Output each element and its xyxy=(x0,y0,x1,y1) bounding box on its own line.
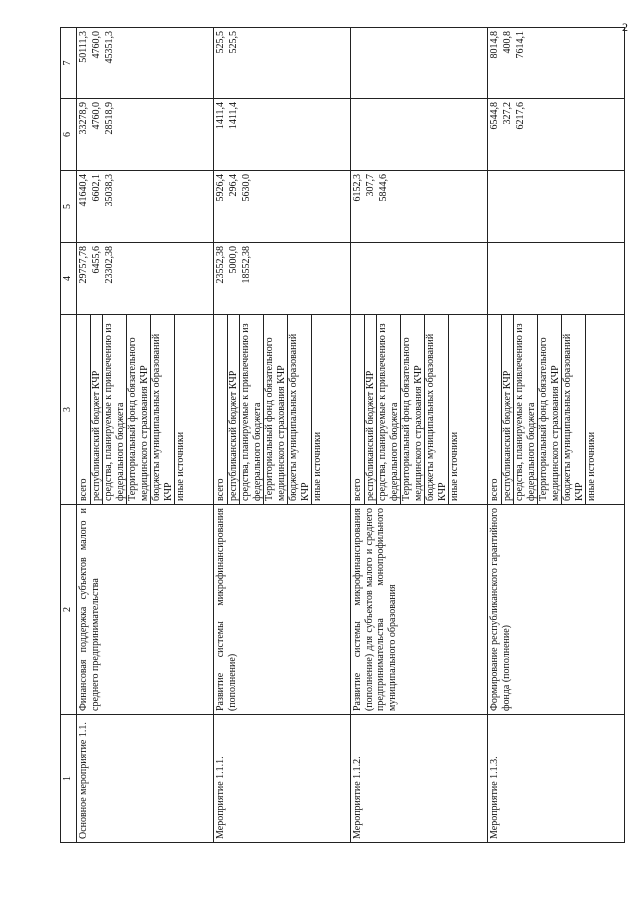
value-cell xyxy=(351,28,488,99)
amount-value: 1411,4 xyxy=(228,102,239,130)
amount-value xyxy=(502,174,515,239)
amount-value: 525,5 xyxy=(215,31,226,54)
amount-value: 5630,0 xyxy=(241,174,252,202)
funding-source-label: иные источники xyxy=(585,315,598,504)
funding-source-label: республиканский бюджет КЧР xyxy=(501,315,514,504)
funding-source-label: всего xyxy=(78,478,89,501)
amount-value: 5844,6 xyxy=(378,174,389,202)
header-cell: 6 xyxy=(61,99,77,171)
value-cell xyxy=(351,99,488,171)
amount-value: 41640,4 xyxy=(78,174,89,207)
funding-source-label: всего xyxy=(215,478,226,501)
amount-value xyxy=(378,31,391,95)
funding-source-label: всего xyxy=(352,478,363,501)
header-cell: 7 xyxy=(61,28,77,99)
funding-source-label: средства, планируемые к привлечению из федерального бюджета xyxy=(513,315,537,504)
funding-source-label: Территориальный фонд обязательного медицинского страхования КЧР xyxy=(400,315,424,504)
amount-value: 6544,8 xyxy=(489,102,500,130)
amount-value: 33278,9 xyxy=(78,102,89,135)
value-cell xyxy=(488,243,625,315)
amount-value xyxy=(352,102,365,167)
value-cell xyxy=(351,171,488,243)
amount-value: 6602,1 xyxy=(91,174,102,202)
header-cell: 4 xyxy=(61,243,77,315)
funding-source-label: республиканский бюджет КЧР xyxy=(227,315,240,504)
funding-source-label: Территориальный фонд обязательного медицинского страхования КЧР xyxy=(537,315,561,504)
item-code-cell: Мероприятие 1.1.1. xyxy=(214,715,351,843)
table-row xyxy=(488,28,625,843)
amount-value: 50111,3 xyxy=(78,31,89,63)
funding-source-label: бюджеты муниципальных образований КЧР xyxy=(150,315,174,504)
funding-source-label: средства, планируемые к привлечению из федерального бюджета xyxy=(102,315,126,504)
item-title-cell: Финансовая поддержка субъектов малого и среднего предпринимательства xyxy=(77,505,214,715)
item-title-cell: Развитие системы микрофинансирования (пополнение) для субъектов малого и среднего предпринимательства монопрофильного муниципального образования xyxy=(351,505,488,715)
value-cell xyxy=(214,99,351,171)
funding-source-label: средства, планируемые к привлечению из федерального бюджета xyxy=(376,315,400,504)
budget-table-sheet xyxy=(60,28,635,843)
amount-value xyxy=(515,246,528,311)
amount-value: 4760,0 xyxy=(91,31,102,59)
amount-value: 23302,38 xyxy=(104,246,115,284)
amount-value: 525,5 xyxy=(228,31,239,54)
funding-source-label: всего xyxy=(489,478,500,501)
rotated-page xyxy=(60,28,635,843)
item-code-cell: Основное мероприятие 1.1. xyxy=(77,715,214,843)
table-row xyxy=(351,28,488,843)
value-cell xyxy=(77,171,214,243)
amount-value: 6217,6 xyxy=(515,102,526,130)
table-row xyxy=(214,28,351,843)
amount-value xyxy=(241,31,254,95)
page-number: 2 xyxy=(622,20,628,34)
amount-value xyxy=(515,174,528,239)
funding-sources-cell xyxy=(351,315,488,505)
amount-value xyxy=(241,102,254,167)
amount-value: 1411,4 xyxy=(215,102,226,130)
funding-source-label: бюджеты муниципальных образований КЧР xyxy=(561,315,585,504)
item-title-cell: Развитие системы микрофинансирования (пополнение) xyxy=(214,505,351,715)
funding-source-label: республиканский бюджет КЧР xyxy=(90,315,103,504)
header-cell: 3 xyxy=(61,315,77,505)
amount-value xyxy=(352,246,365,311)
amount-value xyxy=(489,246,502,311)
amount-value: 4760,0 xyxy=(91,102,102,130)
value-cell xyxy=(351,243,488,315)
funding-source-label: республиканский бюджет КЧР xyxy=(364,315,377,504)
amount-value: 23552,38 xyxy=(215,246,226,284)
value-cell xyxy=(214,171,351,243)
value-cell xyxy=(214,243,351,315)
header-cell: 5 xyxy=(61,171,77,243)
amount-value: 5926,4 xyxy=(215,174,226,202)
amount-value xyxy=(378,102,391,167)
value-cell xyxy=(77,99,214,171)
budget-table xyxy=(60,27,625,843)
value-cell xyxy=(214,28,351,99)
amount-value: 45351,3 xyxy=(104,31,115,64)
amount-value xyxy=(365,31,378,95)
item-title-cell: Формирование республиканского гарантийного фонда (пополнение) xyxy=(488,505,625,715)
amount-value: 7614,1 xyxy=(515,31,526,59)
funding-source-label: бюджеты муниципальных образований КЧР xyxy=(424,315,448,504)
amount-value: 327,2 xyxy=(502,102,513,125)
value-cell xyxy=(488,171,625,243)
amount-value xyxy=(365,102,378,167)
amount-value: 28518,9 xyxy=(104,102,115,135)
header-row xyxy=(61,28,77,843)
amount-value: 29757,78 xyxy=(78,246,89,284)
amount-value: 5000,0 xyxy=(228,246,239,274)
value-cell xyxy=(488,28,625,99)
amount-value: 6455,6 xyxy=(91,246,102,274)
funding-source-label: Территориальный фонд обязательного медицинского страхования КЧР xyxy=(126,315,150,504)
header-cell: 2 xyxy=(61,505,77,715)
funding-sources-cell xyxy=(214,315,351,505)
value-cell xyxy=(488,99,625,171)
amount-value: 307,7 xyxy=(365,174,376,197)
item-code-cell: Мероприятие 1.1.2. xyxy=(351,715,488,843)
funding-source-label: иные источники xyxy=(174,315,187,504)
funding-sources-cell xyxy=(77,315,214,505)
value-cell xyxy=(77,243,214,315)
table-row xyxy=(77,28,214,843)
funding-source-label: иные источники xyxy=(311,315,324,504)
amount-value xyxy=(489,174,502,239)
amount-value: 35038,3 xyxy=(104,174,115,207)
amount-value xyxy=(378,246,391,311)
funding-source-label: бюджеты муниципальных образований КЧР xyxy=(287,315,311,504)
amount-value: 296,4 xyxy=(228,174,239,197)
header-cell: 1 xyxy=(61,715,77,843)
funding-source-label: средства, планируемые к привлечению из федерального бюджета xyxy=(239,315,263,504)
amount-value xyxy=(365,246,378,311)
amount-value: 18552,38 xyxy=(241,246,252,284)
funding-source-label: иные источники xyxy=(448,315,461,504)
amount-value: 400,8 xyxy=(502,31,513,54)
amount-value xyxy=(502,246,515,311)
amount-value: 8014,8 xyxy=(489,31,500,59)
funding-sources-cell xyxy=(488,315,625,505)
item-code-cell: Мероприятие 1.1.3. xyxy=(488,715,625,843)
amount-value xyxy=(352,31,365,95)
value-cell xyxy=(77,28,214,99)
amount-value: 6152,3 xyxy=(352,174,363,202)
funding-source-label: Территориальный фонд обязательного медицинского страхования КЧР xyxy=(263,315,287,504)
